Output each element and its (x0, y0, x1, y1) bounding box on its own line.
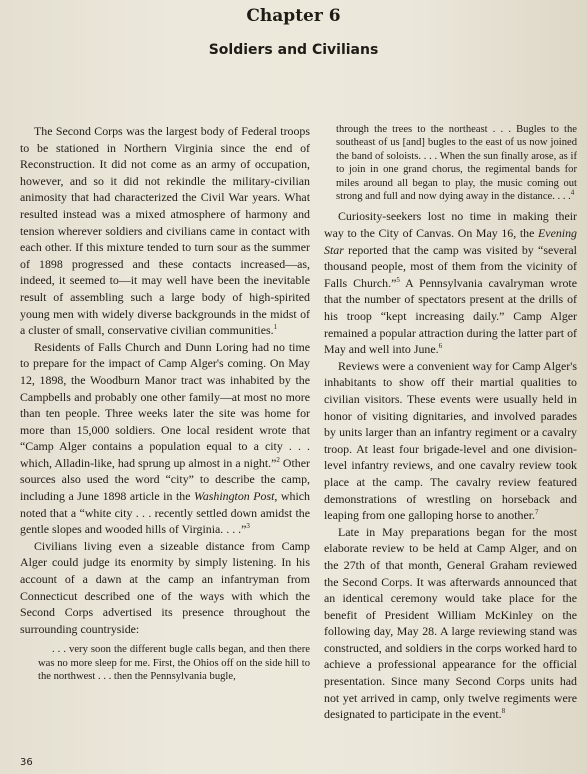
right-column (324, 123, 577, 723)
paragraph (324, 358, 577, 524)
paragraph-text: The Second Corps was the largest body of Federal troops to be stationed in Northern Virginia since the end of Reconstruction. It did not come as an army of occupation, however, and so it did not rekindle the military-civilian animosity that had characterized the Civil War years. What resulted instead was a mixed atmosphere of harmony and tension wherever soldiers and civilians came in contact with each other. If this mixture tended to turn sour as the summer of 1898 progressed and these contacts increased—as, indeed, it seemed to—it may well have been the inevitable result of assembling such a large body of high-spirited young men with widely diverse backgrounds in the midst of a cluster of small, conservative civilian communities. (20, 124, 310, 338)
footnote-ref: 8 (501, 707, 506, 716)
paragraph-text: Reviews were a convenient way for Camp Alger's inhabitants to show off their martial qualities to civilian visitors. These events were usually held in honor of visiting dignitaries, and involved parades by units larger than an infantry regiment or a cavalry troop. At least four brigade-level and one division-level infantry reviews, and one cavalry review took place at the camp. The cavalry review featured demonstrations of wrestling on horseback and leaping from one galloping horse to another. (324, 358, 577, 523)
paragraph-text: , which noted that a “white city . . . recently settled down amidst the gentle slopes and wooded hills of Virginia. . . .” (20, 489, 310, 537)
paragraph-text: reported that the camp was visited by “several thousand people, most of them from the vicinity of Falls Church.” (324, 242, 577, 290)
footnote-ref: 6 (438, 342, 443, 351)
paragraph-text: Civilians living even a sizeable distance from Camp Alger could judge its enormity by simply listening. In his account of a dawn at the camp an infantryman from Connecticut described one of the ways with which the Second Corps advertised its presence throughout the surrounding countryside: (20, 538, 310, 636)
paragraph (324, 208, 577, 357)
paragraph (324, 524, 577, 723)
paragraph-text: Curiosity-seekers lost no time in making their way to the City of Canvas. On May 16, the (324, 209, 577, 241)
paragraph (20, 339, 310, 538)
publication-title: Washington Post (194, 489, 275, 504)
chapter-label: Chapter 6 (246, 6, 341, 26)
paragraph-text: Other sources also used the word “city” to describe the camp, including a June 1898 article in the (20, 455, 310, 504)
footnote-ref: 3 (246, 522, 250, 531)
paragraph (20, 538, 310, 638)
block-quote-continued (336, 123, 577, 203)
quote-text: through the trees to the northeast . . . Bugles to the southeast of us [and] bugles to the east of us now joined the band of soloists. . . . When the sun finally arose, as if to join in one grand chorus, the regimental bands for miles around all began to play, the music coming out strong and full and now dying away in the distance. . . . (336, 124, 577, 203)
chapter-title: Soldiers and Civilians (208, 42, 379, 58)
left-column (20, 123, 310, 684)
publication-title: Evening Star (324, 226, 577, 257)
block-quote: . . . very soon the different bugle calls began, and then there was no more sleep for me. First, the Ohios off on the side hill to the northwest . . . then the Pennsylvania bugle, (38, 644, 310, 683)
paragraph (20, 123, 310, 339)
page-number: 36 (20, 757, 33, 768)
paragraph-text: Late in May preparations began for the most elaborate review to be held at Camp Alger, and on the 27th of that month, General Graham reviewed the Second Corps. It was afterwards announced that an identical ceremony would take place for the benefit of President William McKinley on the following day, May 28. A large reviewing stand was constructed, and soldiers in the corps worked hard to achieve a professional appearance for the official presentation. Since many Second Corps units had not yet arrived in camp, only twelve regiments were designated to participate in the event. (324, 524, 577, 722)
footnote-ref: 7 (535, 508, 539, 517)
footnote-ref: 4 (570, 188, 575, 197)
paragraph-text: A Pennsylvania cavalryman wrote that the number of spectators present at the drills of his troop “kept increasing daily.” Camp Alger remained a popular attraction during the latter part of May and well into June. (324, 275, 577, 357)
paragraph-text: Residents of Falls Church and Dunn Loring had no time to prepare for the impact of Camp Alger's coming. On May 12, 1898, the Woodburn Manor tract was inhabited by the Campbells and probably one other family—at most no more than ten people. Three weeks later the site was home for more than 15,000 soldiers. One local resident wrote that “Camp Alger contains a population equal to a city . . . which, Alladin-like, had sprung up almost in a night.” (20, 339, 310, 470)
footnote-ref: 1 (273, 323, 278, 332)
footnote-ref: 5 (396, 275, 400, 284)
footnote-ref: 2 (276, 455, 280, 464)
